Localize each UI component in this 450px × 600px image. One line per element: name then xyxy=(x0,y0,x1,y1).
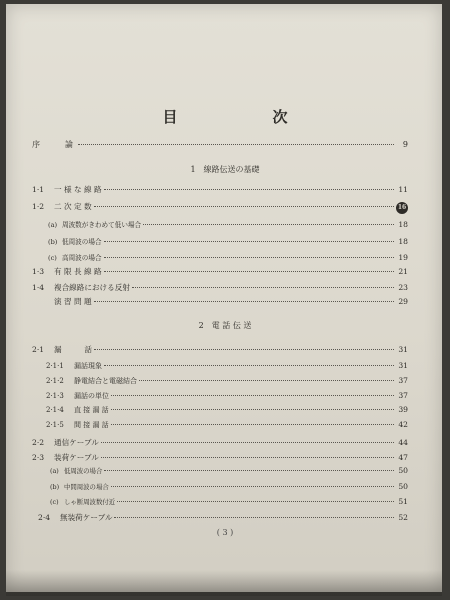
toc-page: 42 xyxy=(398,420,408,429)
dot-leader xyxy=(104,365,394,366)
toc-number: (b) xyxy=(48,238,58,246)
toc-entry xyxy=(48,219,408,229)
toc-label: 装荷ケーブル xyxy=(54,453,99,462)
toc-entry xyxy=(32,282,408,293)
toc-page: 37 xyxy=(398,391,408,400)
page-title: 目 次 xyxy=(162,108,328,126)
toc-page: 23 xyxy=(398,283,408,292)
toc-label: 高周波の場合 xyxy=(62,254,102,262)
toc-entry xyxy=(32,184,408,195)
toc-label: 複合線路における反射 xyxy=(54,283,130,292)
toc-page: 37 xyxy=(398,376,408,385)
toc-number: 2·3 xyxy=(32,453,45,462)
dot-leader xyxy=(111,486,394,487)
toc-number: (b) xyxy=(50,483,60,491)
toc-number: (a) xyxy=(50,467,59,475)
page-number-footer: ( 3 ) xyxy=(216,528,234,537)
dot-leader xyxy=(143,224,394,225)
toc-label: 演 習 問 題 xyxy=(54,297,92,306)
toc-entry xyxy=(46,405,408,415)
toc-number: (c) xyxy=(50,498,59,506)
toc-label: 間 接 漏 話 xyxy=(74,421,109,429)
toc-page: 39 xyxy=(398,405,408,414)
dot-leader xyxy=(132,287,394,288)
toc-entry xyxy=(48,236,408,246)
toc-number: 2·4 xyxy=(38,513,51,522)
circled-page-number: 16 xyxy=(396,202,408,214)
toc-entry xyxy=(46,391,408,401)
toc-number: 1·1 xyxy=(32,185,45,194)
dot-leader xyxy=(104,271,394,272)
toc-number: 2·1·1 xyxy=(46,362,64,370)
dot-leader xyxy=(94,301,394,302)
dot-leader xyxy=(111,424,394,425)
toc-entry xyxy=(32,437,408,448)
toc-page: 31 xyxy=(398,361,408,370)
dot-leader xyxy=(101,457,394,458)
toc-page: 9 xyxy=(402,140,408,149)
toc-number: 2·1·3 xyxy=(46,392,64,400)
toc-page: 51 xyxy=(398,497,408,506)
toc-label: 有 限 長 線 路 xyxy=(54,267,102,276)
toc-entry xyxy=(38,512,408,523)
toc-entry xyxy=(46,361,408,371)
toc-label: 直 接 漏 話 xyxy=(74,406,109,414)
toc-label: 低周波の場合 xyxy=(64,467,103,475)
toc-label: 二 次 定 数 xyxy=(54,202,92,211)
dot-leader xyxy=(114,517,394,518)
toc-entry xyxy=(46,420,408,430)
toc-label: 漏話現象 xyxy=(74,362,102,370)
dot-leader xyxy=(104,189,394,190)
toc-number: 1·4 xyxy=(32,283,45,292)
dot-leader xyxy=(104,257,394,258)
toc-entry xyxy=(50,497,408,506)
toc-entry xyxy=(48,252,408,262)
toc-number: 1·2 xyxy=(32,202,45,211)
dot-leader xyxy=(94,349,394,350)
toc-number: 2·2 xyxy=(32,438,45,447)
toc-label: 中間周波の場合 xyxy=(64,483,109,491)
toc-page: 18 xyxy=(398,237,408,246)
toc-label: 一 様 な 線 路 xyxy=(54,185,102,194)
toc-entry xyxy=(46,376,408,386)
toc-entry xyxy=(50,482,408,491)
toc-number: 2·1·2 xyxy=(46,377,64,385)
dot-leader xyxy=(139,380,394,381)
dot-leader xyxy=(78,144,394,145)
toc-page: 21 xyxy=(398,267,408,276)
toc-number: 2·1·4 xyxy=(46,406,64,414)
section-heading-2: 2 電 話 伝 送 xyxy=(198,321,252,330)
dot-leader xyxy=(111,409,394,410)
toc-page: 11 xyxy=(398,185,408,194)
toc-page: 52 xyxy=(398,513,408,522)
toc-label: 無装荷ケーブル xyxy=(60,513,113,522)
dot-leader xyxy=(104,241,394,242)
toc-label: 通信ケーブル xyxy=(54,438,99,447)
toc-entry xyxy=(32,266,408,277)
toc-page: 29 xyxy=(398,297,408,306)
toc-page: 18 xyxy=(398,220,408,229)
toc-entry xyxy=(54,296,408,307)
toc-entry xyxy=(32,452,408,463)
dot-leader xyxy=(111,395,394,396)
toc-page: 19 xyxy=(398,253,408,262)
toc-number: (c) xyxy=(48,254,57,262)
toc-number: 2·1·5 xyxy=(46,421,64,429)
dot-leader xyxy=(101,442,394,443)
toc-label: 静電結合と電磁結合 xyxy=(74,377,137,385)
page-shadow xyxy=(6,570,442,596)
toc-page: 44 xyxy=(398,438,408,447)
toc-page: 47 xyxy=(398,453,408,462)
toc-entry-preface xyxy=(32,139,408,150)
toc-label: しゃ断周波数付近 xyxy=(64,498,116,506)
toc-label: 漏話の単位 xyxy=(74,392,109,400)
dot-leader xyxy=(104,470,394,471)
toc-page: 50 xyxy=(398,466,408,475)
toc-number: 1·3 xyxy=(32,267,45,276)
toc-page: 50 xyxy=(398,482,408,491)
toc-number: (a) xyxy=(48,221,58,229)
toc-entry xyxy=(32,201,408,214)
toc-entry xyxy=(32,344,408,355)
dot-leader xyxy=(117,501,394,502)
toc-label: 序 論 xyxy=(32,140,76,149)
section-heading-1: 1 線路伝送の基礎 xyxy=(190,165,260,174)
toc-page: 31 xyxy=(398,345,408,354)
toc-entry xyxy=(50,466,408,475)
dot-leader xyxy=(94,206,394,207)
toc-label: 周波数がきわめて低い場合 xyxy=(62,221,142,229)
toc-number: 2·1 xyxy=(32,345,45,354)
toc-label: 漏 話 xyxy=(54,345,92,354)
toc-label: 低周波の場合 xyxy=(62,238,102,246)
